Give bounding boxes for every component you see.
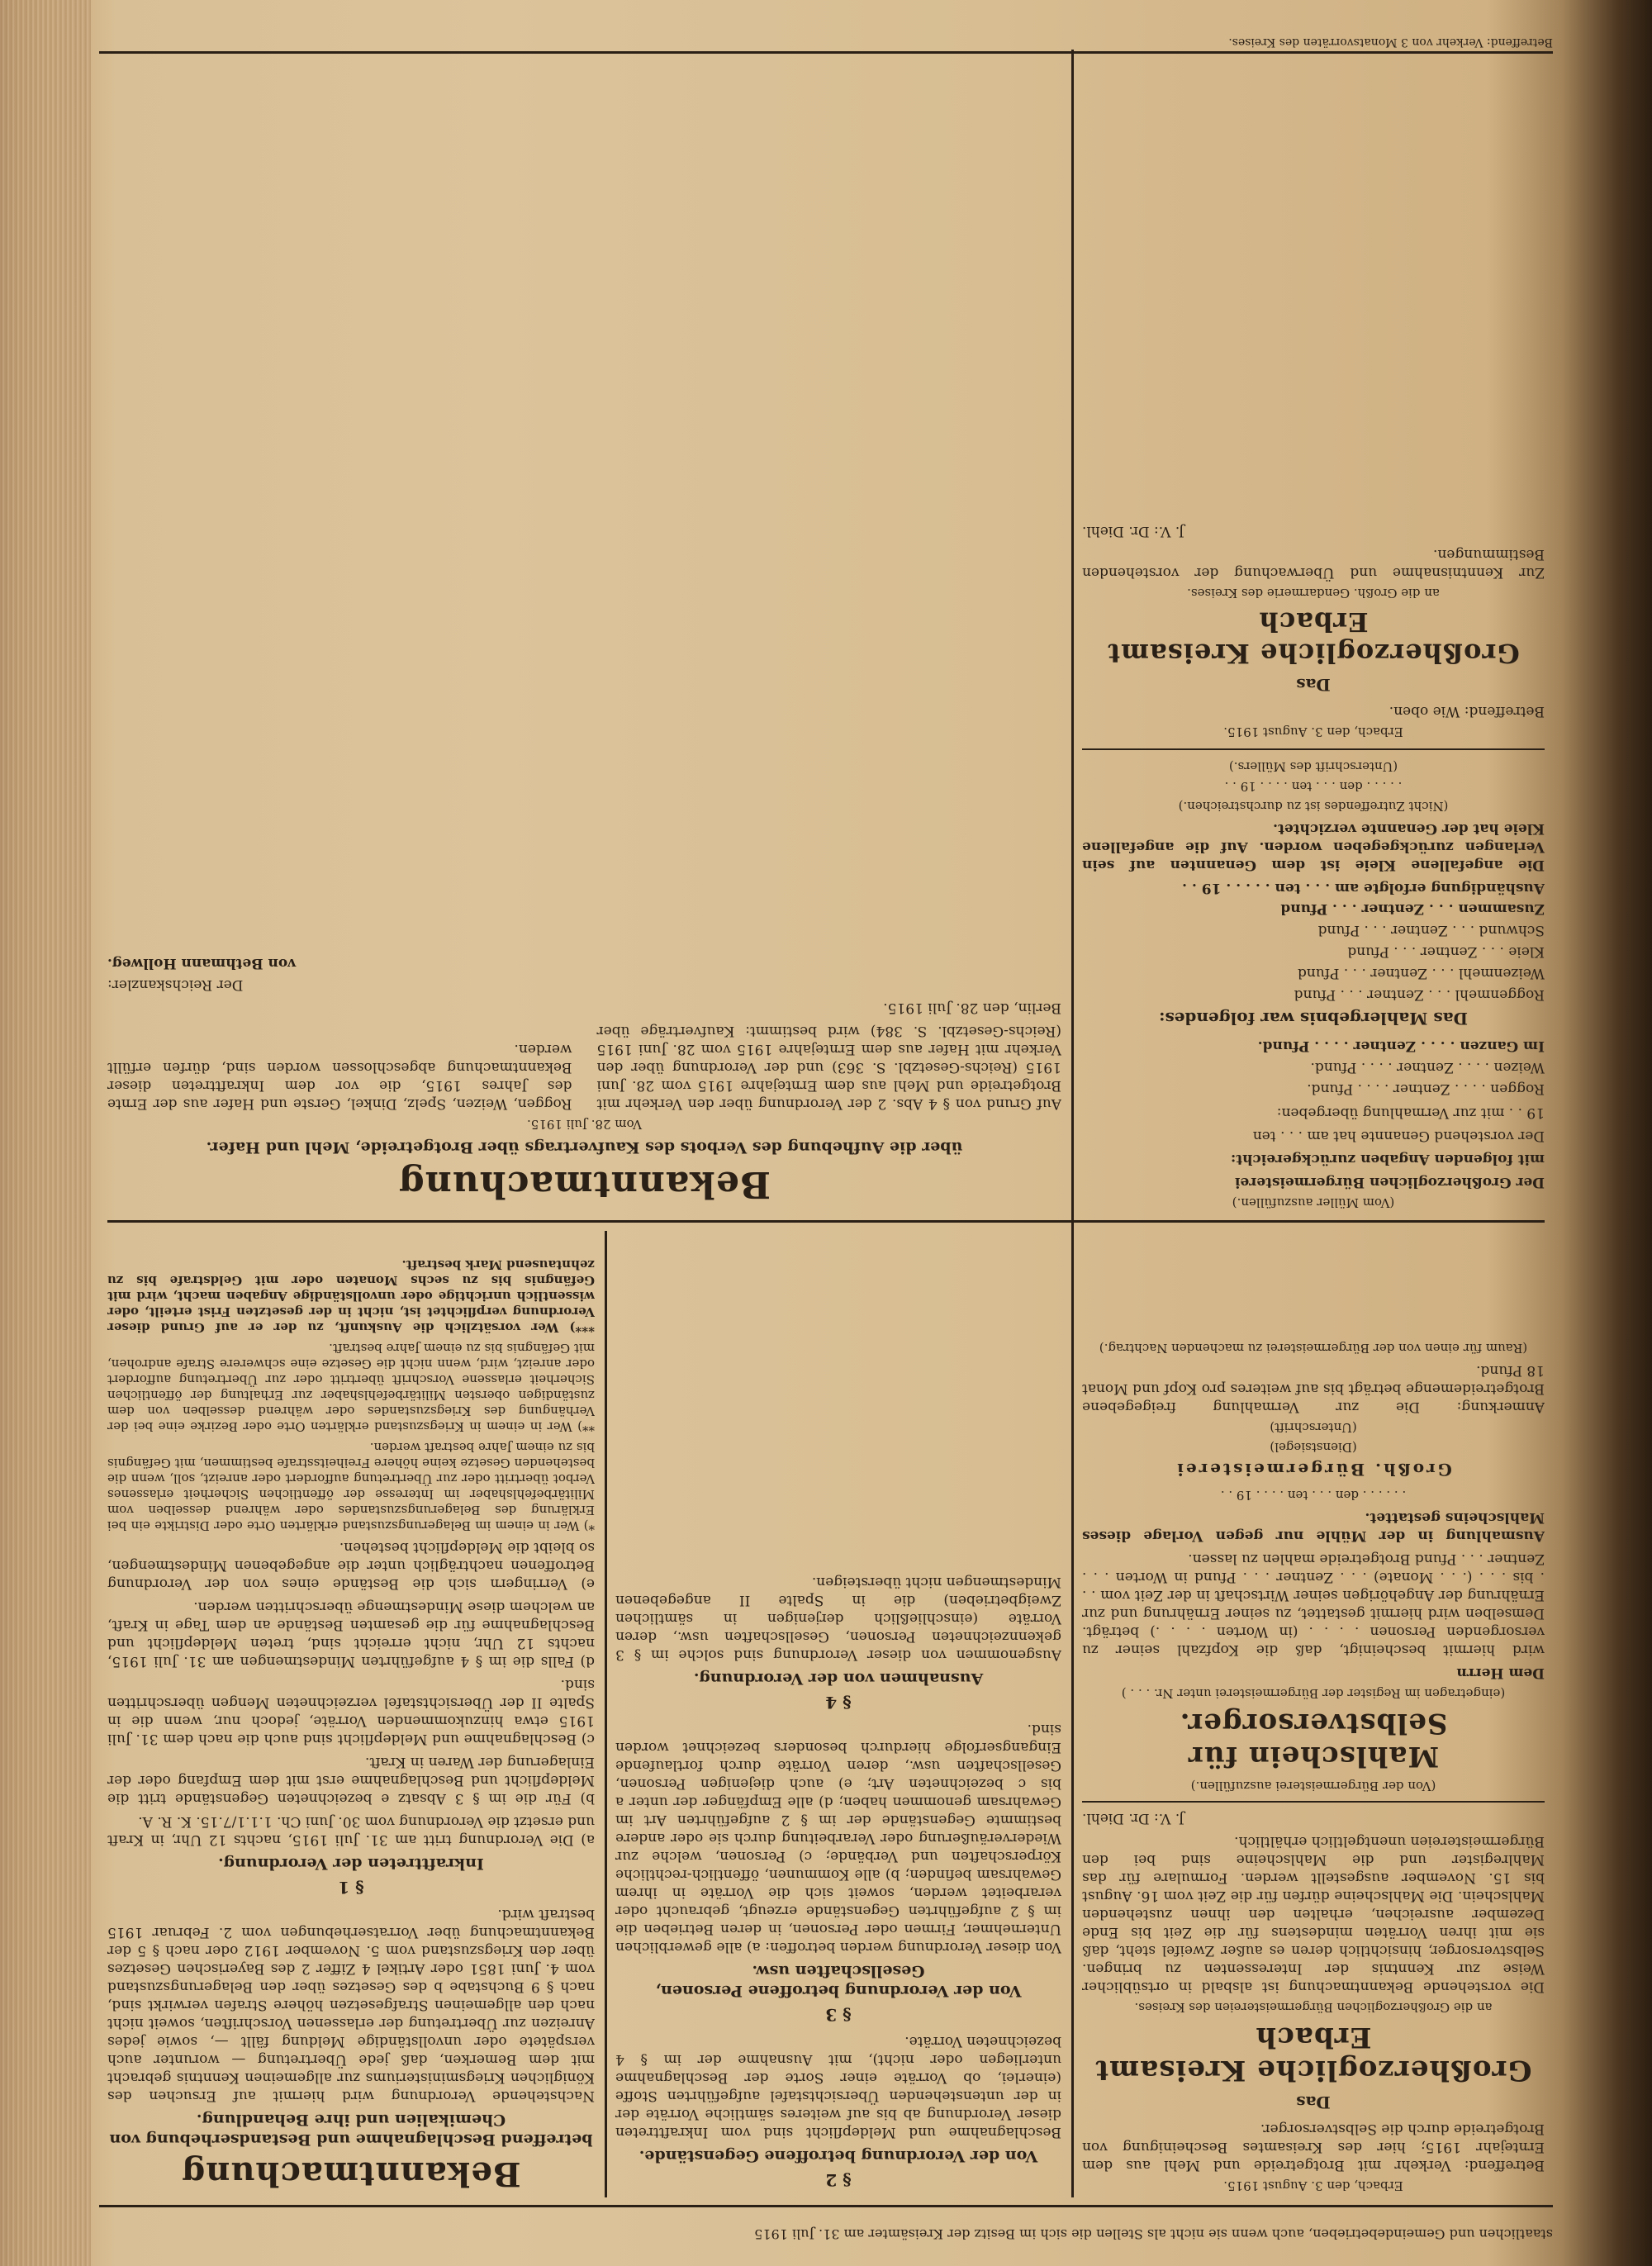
margin-strip-text: staatlichen und Gemeindebetrieben, auch wenn sie nicht als Stellen die sich im Besitz der Kreisämter am 31. Juli 1915	[754, 2226, 1553, 2242]
paragraphs-2-4-column	[615, 1231, 1061, 2197]
mueller-line-1: Der Großherzoglichen Bürgermeisterei	[1235, 1174, 1545, 1190]
s1-e: e) Verringern sich die Bestände eines von der Verordnung Betroffenen nachträglich unter die angegebenen Mindestmengen, so bleibt die Meldepflicht bestehen.	[107, 1539, 595, 1592]
margin-strip	[99, 2210, 1553, 2243]
chemikalien-subtitle: betreffend Beschlagnahme und Bestandserhebung von Chemikalien und ihre Behandlung.	[109, 2111, 593, 2149]
mueller-form-column	[1082, 41, 1545, 1214]
margin-strip-bottom-text: Betreffend: Verkehr von 3 Monatsvorräten des Kreises.	[1228, 36, 1553, 49]
s2-text: Beschlagnahme und Meldepflicht sind vom Inkrafttreten dieser Verordnung ab bis auf weiteres sämtliche Vorräte der in der untenstehenden Übersichtstafel aufgeführten Stoffe (einerlei, ob Vorräte einer Sorte der Beschlagnahme unterliegen oder nicht), mit Ausnahme der im § 4 bezeichneten Vorräte.	[615, 2033, 1061, 2140]
chemikalien-notice-column	[107, 1231, 595, 2197]
horizontal-rule	[107, 1220, 1545, 1223]
bottom-rule	[99, 51, 1553, 54]
addressee: an die Großherzoglichen Bürgermeistereien des Kreises.	[1134, 2000, 1493, 2015]
signature: J. V.: Dr. Diehl.	[1082, 1810, 1184, 1827]
mueller-header: (Vom Müller auszufüllen.)	[1232, 1195, 1395, 1210]
item-weizen: Weizen . . . . Zentner . . . . Pfund.	[1310, 1059, 1545, 1076]
s3-number: § 3	[825, 2005, 852, 2025]
item-total: Im Ganzen . . . . Zentner . . . . Pfund.	[1257, 1038, 1545, 1054]
s4-number: § 4	[825, 1693, 852, 1713]
aushaendigung: Aushändigung erfolgte am . . . ten . . . . . 19 . .	[1182, 880, 1545, 896]
s4-heading: Ausnahmen von der Verordnung.	[693, 1670, 984, 1688]
mill-date: . . . . . den . . . ten . . . . 19 . .	[1224, 779, 1403, 794]
form-subtitle: (Von der Bürgermeisterei auszufüllen.)	[1190, 1779, 1436, 1793]
foot-signature: J. V.: Dr. Diehl.	[1082, 523, 1184, 539]
s2-heading: Von der Verordnung betroffene Gegenstände.	[638, 2147, 1038, 2165]
header-date: Erbach, den 3. August 1915.	[1223, 2178, 1403, 2193]
form-annotation: Anmerkung: Die zur Vermahlung freigegebene Brotgetreidemenge beträgt bis auf weiteres pro Kopf und Monat 18 Pfund.	[1082, 1362, 1545, 1415]
newspaper-page	[91, 33, 1561, 2247]
mueller-line-4: 19 . . mit zur Vermahlung übergeben:	[1276, 1104, 1545, 1121]
s4-text: Ausgenommen von dieser Verordnung sind solche im § 3 gekennzeichneten Personen, Gesellschaften usw., deren Vorräte (einschließlich derjenigen in sämtlichen Zweigbetrieben) die in Spalte II angegebenen Mindestmengen nicht übersteigen.	[615, 1574, 1061, 1663]
result-kleie: Kleie . . . Zentner . . . Pfund	[1347, 943, 1545, 960]
mill-signature: (Unterschrift des Müllers.)	[1228, 759, 1398, 774]
chemikalien-title: Bekanntmachung	[181, 2154, 521, 2193]
reichskanzler-title: Bekanntmachung	[397, 1163, 771, 1205]
s3-text: Von dieser Verordnung werden betroffen: a) alle gewerblichen Unternehmer, Firmen oder Personen, in deren Betrieben die im § 2 aufgeführten Gegenstände erzeugt, gebraucht oder verarbeitet werden, soweit sich die Vorräte in ihrem Gewahrsam befinden; b) alle Kommunen, öffentlich-rechtliche Körperschaften und Verbände; c) Personen, welche zur Wiederveräußerung oder Verarbeitung durch sie oder andere bestimmte Gegenstände der im § 2 aufgeführten Art im Gewahrsam genommen haben; d) alle Empfänger der unter a bis c bezeichneten Art; e) auch diejenigen Personen, Gesellschaften usw., deren Vorräte durch fortlaufende Eingangserfolge hierdurch besonders bezeichnet worden sind.	[615, 1721, 1061, 1955]
kreisamt-erbach-mahlschein-column	[1082, 1231, 1545, 2197]
form-warning: Ausmahlung in der Mühle nur gegen Vorlage dieses Mahlscheins gestattet.	[1082, 1509, 1545, 1544]
column-rule-2	[605, 1231, 607, 2197]
s1-c: c) Beschlagnahme und Meldepflicht sind auch die nach dem 31. Juli 1915 etwa hinzukommenden Vorräte, jedoch nur, wenn die in Spalte II der Übersichtstafel verzeichneten Mengen überschritten sind.	[107, 1676, 595, 1747]
foot-kreisamt: Großherzogliche Kreisamt Erbach	[1107, 606, 1520, 669]
title-das: Das	[1296, 2093, 1331, 2112]
reichskanzler-body: Auf Grund von § 4 Abs. 2 der Verordnung über den Verkehr mit Brotgetreide und Mehl aus dem Erntejahre 1915 vom 28. Juni 1915 (Reichs-Gesetzbl. S. 363) und der Verordnung über den Verkehr mit Hafer aus dem Erntejahre 1915 vom 28. Juni 1915 (Reichs-Gesetzbl. S. 384) wird bestimmt: Kaufverträge über Roggen, Weizen, Spelz, Dinkel, Gerste und Hafer aus der Ernte des Jahres 1915, die vor dem Inkrafttreten dieser Bekanntmachung abgeschlossen worden sind, dürfen erfüllt werden.	[107, 1023, 1061, 1112]
result-schwund: Schwund . . . Zentner . . . Pfund	[1317, 922, 1545, 938]
reichskanzler-place: Berlin, den 28. Juli 1915.	[883, 1000, 1061, 1016]
top-rule	[99, 2205, 1553, 2207]
betreff-text: Betreffend: Verkehr mit Brotgetreide und Mehl aus dem Erntejahr 1915; hier des Kreisamtes Bescheinigung von Brotgetreide durch die Selbstversorger.	[1082, 2121, 1545, 2173]
register-note: (eingetragen im Register der Bürgermeisterei unter Nr. . . . )	[1121, 1686, 1506, 1701]
kleie-note: Die angefallene Kleie ist dem Genannten auf sein Verlangen zurückgegeben worden. Auf die angefallene Kleie hat der Genannte verzichtet.	[1082, 820, 1545, 873]
reichskanzler-date: Vom 28. Juli 1915.	[526, 1117, 643, 1132]
foot-betreff: Betreffend: Wie oben.	[1389, 703, 1545, 720]
rotated-newspaper-content	[91, 33, 1561, 2247]
form-body: wird hiermit bescheinigt, daß die Kopfzahl seiner zu versorgenden Personen . . . . (in Worten . . . .) beträgt. Demselben wird hiermit gestattet, zu seiner Ernährung und zur Ernährung der Angehörigen seiner Wirtschaft in der Zeit vom . . . bis . . . (. . . Monate) . . . Zentner . . . Pfund in Worten . . . Zentner . . . Pfund Brotgetreide mahlen zu lassen.	[1082, 1551, 1545, 1658]
mahlschein-title: Mahlschein für Selbstversorger.	[1179, 1707, 1448, 1773]
form-signature: (Unterschrift)	[1270, 1420, 1357, 1435]
footnote-2: **) Wer in einem in Kriegszustand erklärten Orte oder Bezirke eine bei der Verhängung des Kriegszustandes oder während desselben von dem zuständigen obersten Militärbefehlshaber zur Erhaltung der öffentlichen Sicherheit erlassene Vorschrift übertritt oder zur Übertretung auffordert oder anreizt, wird, wenn nicht die Gesetze eine schwerere Strafe androhen, mit Gefängnis bis zu einem Jahre bestraft.	[107, 1341, 595, 1434]
footnote-3: ***) Wer vorsätzlich die Auskunft, zu der er auf Grund dieser Verordnung verpflichtet ist, nicht in der gesetzten Frist erteilt, oder wissentlich unrichtige oder unvollständige Angaben macht, wird mit Gefängnis bis zu sechs Monaten oder mit Geldstrafe bis zu zehntausend Mark bestraft.	[107, 1257, 595, 1335]
s1-heading: Inkrafttreten der Verordnung.	[218, 1855, 484, 1873]
result-weizenmehl: Weizenmehl . . . Zentner . . . Pfund	[1297, 965, 1545, 981]
reichskanzler-subtitle: über die Aufhebung des Verbots des Kaufvertrags über Brotgetreide, Mehl und Hafer.	[206, 1138, 963, 1157]
reichskanzler-name: von Bethmann Hollweg.	[107, 955, 297, 971]
result-heading: Das Mahlergebnis war folgendes:	[1159, 1009, 1468, 1028]
s1-number: § 1	[338, 1878, 364, 1898]
form-authority: Großh. Bürgermeisterei	[1175, 1460, 1452, 1480]
result-roggenmehl: Roggenmehl . . . Zentner . . . Pfund	[1294, 986, 1545, 1003]
mueller-line-2: mit folgenden Angaben zurückgereicht:	[1230, 1151, 1545, 1167]
s3-heading: Von der Verordnung betroffene Personen, Gesellschaften usw.	[655, 1962, 1022, 2000]
foot-addressee: an die Großh. Gendarmerie des Kreises.	[1187, 586, 1440, 601]
form-fill-space: (Raum für einen von der Bürgermeisterei zu machenden Nachtrag.)	[1099, 1341, 1528, 1356]
s1-d: d) Falls die im § 4 aufgeführten Mindestmengen am 31. Juli 1915, nachts 12 Uhr, nicht erreicht sind, treten Meldepflicht und Beschlagnahme für die gesamten Bestände an dem Tage in Kraft, an welchem diese Mindestmenge überschritten werden.	[107, 1599, 595, 1670]
notice-body: Die vorstehende Bekanntmachung ist alsbald in ortsüblicher Weise zur Kenntnis der Interessenten zu bringen. Selbstversorger, hinsichtlich deren es außer Zweifel steht, daß sie mit ihren Vorräten mindestens für die Zeit bis Ende Dezember ausreichen, erhalten den ihnen zustehenden Mahlschein. Die Mahlscheine dürfen für die Zeit vom 16. August bis 15. November ausgestellt werden. Formulare für das Mahlregister und die Mahlscheine sind bei den Bürgermeistereien unentgeltlich erhältlich.	[1082, 1833, 1545, 1995]
mueller-line-3: Der vorstehend Genannte hat am . . . ten	[1252, 1128, 1545, 1144]
s1-b: b) Für die im § 3 Absatz e bezeichneten Gegenstände tritt die Meldepflicht und Beschlagnahme erst mit dem Empfang oder der Einlagerung der Waren in Kraft.	[107, 1754, 595, 1807]
chemikalien-intro: Nachstehende Verordnung wird hiermit auf Ersuchen des Königlichen Kriegsministeriums zur allgemeinen Kenntnis gebracht mit dem Bemerken, daß jede Übertretung — worunter auch verspätete oder unvollständige Meldung fällt —, sowie jedes Anreizen zur Übertretung der erlassenen Vorschriften, soweit nicht nach den allgemeinen Strafgesetzen höhere Strafen verwirkt sind, nach § 9 Buchstabe b des Gesetzes über den Belagerungszustand vom 4. Juni 1851 oder Artikel 4 Ziffer 2 des Bayerischen Gesetzes über den Kriegszustand vom 5. November 1912 oder nach § 5 der Bekanntmachung über Vorratserhebungen vom 2. Februar 1915 bestraft wird.	[107, 1906, 595, 2104]
s1-a: a) Die Verordnung tritt am 31. Juli 1915, nachts 12 Uhr, in Kraft und ersetzt die Verordnung vom 30. Juni Ch. 1.1.1/7.15. K. R. A.	[107, 1813, 595, 1848]
form-addressee: Dem Herrn	[1456, 1665, 1545, 1681]
foot-title-das: Das	[1296, 675, 1331, 695]
reichskanzler-role: Der Reichskanzler:	[107, 976, 244, 993]
s2-number: § 2	[825, 2170, 852, 2190]
kreisamt-title: Großherzogliche Kreisamt Erbach	[1094, 2021, 1532, 2087]
result-zusammen: Zusammen . . . Zentner . . . Pfund	[1280, 900, 1545, 917]
form-date: . . . . . . den . . . ten . . . . 19 . .	[1220, 1488, 1407, 1503]
divider	[1082, 1801, 1545, 1803]
form-seal: (Dienstsiegel)	[1270, 1440, 1357, 1455]
column-rule-1	[1071, 50, 1074, 2197]
foot-date: Erbach, den 3. August 1915.	[1223, 724, 1403, 739]
item-roggen: Roggen . . . . Zentner . . . . Pfund.	[1307, 1081, 1545, 1097]
reichskanzler-notice	[107, 54, 1061, 1210]
footnote-1: *) Wer in einem im Belagerungszustand erklärten Orte oder Distrikte ein bei Erklärung des Belagerungszustandes oder während desselben vom Militärbefehlshaber im Interesse der öffentlichen Sicherheit erlassenes Verbot übertritt oder zur Übertretung auffordert oder anreizt, soll, wenn die bestehenden Gesetze keine höhere Freiheitsstrafe bestimmen, mit Gefängnis bis zu einem Jahre bestraft werden.	[107, 1440, 595, 1533]
strike-note: (Nicht Zutreffendes ist zu durchstreichen.)	[1178, 799, 1449, 814]
foot-body: Zur Kenntnisnahme und Überwachung der vorstehenden Bestimmungen.	[1082, 546, 1545, 581]
book-binding-edge	[0, 0, 91, 2266]
margin-strip-bottom	[99, 33, 1553, 50]
divider-2	[1082, 748, 1545, 750]
